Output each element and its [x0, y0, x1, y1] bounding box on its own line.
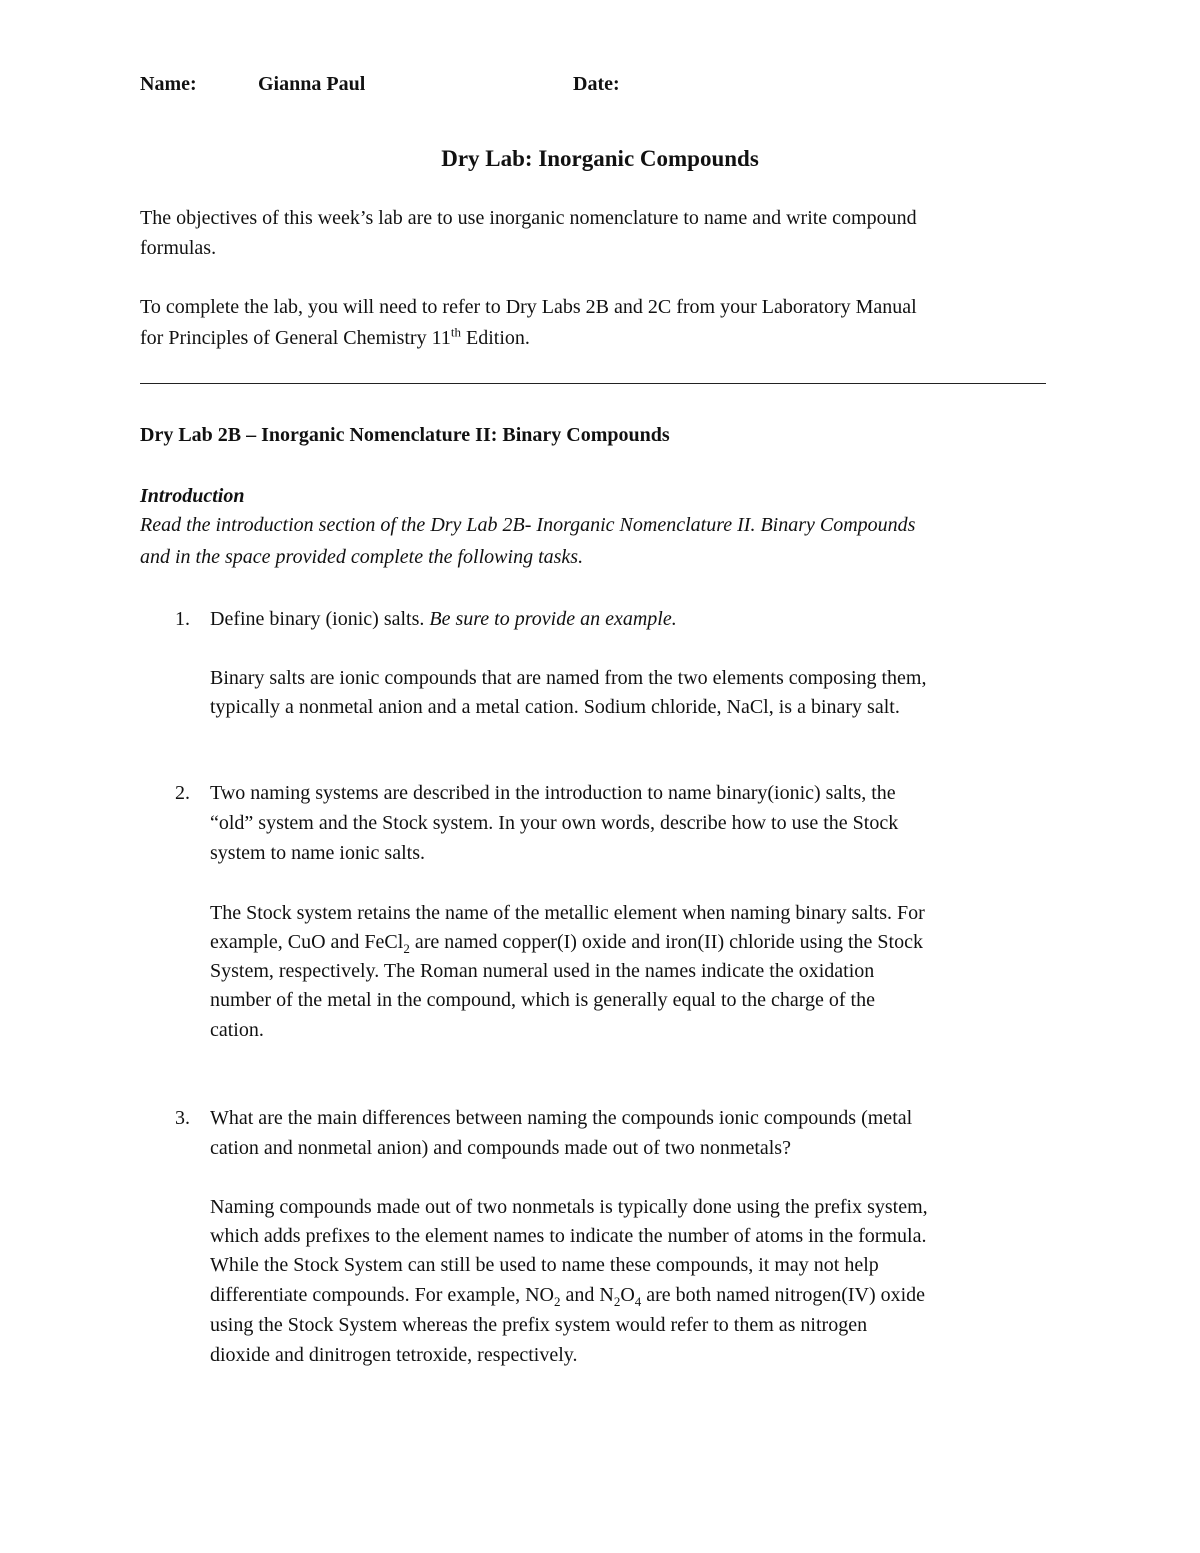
answer-3-line-4-b: and N	[560, 1284, 614, 1306]
answer-2-line-5: cation.	[210, 1019, 264, 1041]
answer-2-line-4: number of the metal in the compound, which is generally equal to the charge of the	[210, 989, 875, 1011]
complete-line-1: To complete the lab, you will need to refer to Dry Labs 2B and 2C from your Laboratory Manual	[140, 296, 917, 318]
question-1-prompt-text: Define binary (ionic) salts.	[210, 608, 430, 630]
answer-3-line-5: using the Stock System whereas the prefix system would refer to them as nitrogen	[210, 1314, 868, 1336]
answer-2-line-2-a: example, CuO and FeCl	[210, 931, 404, 953]
question-2-prompt-line-3: system to name ionic salts.	[210, 842, 425, 864]
name-label: Name:	[140, 73, 197, 95]
question-3-prompt-line-1: What are the main differences between naming the compounds ionic compounds (metal	[210, 1107, 913, 1129]
answer-3-line-4-d: are both named nitrogen(IV) oxide	[641, 1284, 926, 1306]
complete-line-2-pre: for Principles of General Chemistry 11	[140, 327, 451, 349]
answer-3-subscript-3: 4	[634, 1294, 642, 1309]
answer-2-line-2-b: are named copper(I) oxide and iron(II) chloride using the Stock	[409, 931, 923, 953]
answer-3-line-4-c: O	[620, 1284, 635, 1306]
answer-1-line-2: typically a nonmetal anion and a metal cation. Sodium chloride, NaCl, is a binary salt.	[210, 696, 900, 718]
answer-2-line-3: System, respectively. The Roman numeral used in the names indicate the oxidation	[210, 960, 875, 982]
objectives-line-2: formulas.	[140, 237, 217, 259]
complete-line-2	[140, 323, 530, 353]
introduction-label: Introduction	[140, 485, 245, 507]
section-heading: Dry Lab 2B – Inorganic Nomenclature II: Binary Compounds	[140, 424, 670, 446]
answer-3-line-4	[210, 1280, 925, 1310]
question-2-prompt-line-2: “old” system and the Stock system. In your own words, describe how to use the Stock	[210, 812, 899, 834]
objectives-line-1: The objectives of this week’s lab are to use inorganic nomenclature to name and write compound	[140, 207, 917, 229]
answer-3-line-1: Naming compounds made out of two nonmetals is typically done using the prefix system,	[210, 1196, 928, 1218]
question-3-prompt-line-2: cation and nonmetal anion) and compounds made out of two nonmetals?	[210, 1137, 791, 1159]
question-3-number: 3.	[175, 1107, 190, 1129]
answer-3-line-6: dioxide and dinitrogen tetroxide, respectively.	[210, 1344, 578, 1366]
edition-superscript: th	[450, 324, 461, 340]
name-value: Gianna Paul	[258, 73, 366, 95]
answer-1-line-1: Binary salts are ionic compounds that are named from the two elements composing them,	[210, 667, 927, 689]
date-label: Date:	[573, 73, 620, 95]
answer-3-subscript-1: 2	[553, 1294, 561, 1309]
horizontal-rule	[140, 383, 1046, 384]
question-1-number: 1.	[175, 608, 190, 630]
complete-line-2-post: Edition.	[460, 327, 530, 349]
question-1-prompt-italic: Be sure to provide an example.	[429, 608, 677, 630]
page-title: Dry Lab: Inorganic Compounds	[441, 146, 759, 171]
answer-2-line-2	[210, 927, 923, 957]
answer-2-line-1: The Stock system retains the name of the metallic element when naming binary salts. For	[210, 902, 925, 924]
question-1-prompt	[210, 604, 677, 634]
answer-3-subscript-2: 2	[613, 1294, 621, 1309]
answer-3-line-4-a: differentiate compounds. For example, NO	[210, 1284, 554, 1306]
answer-3-line-3: While the Stock System can still be used to name these compounds, it may not help	[210, 1254, 879, 1276]
answer-3-line-2: which adds prefixes to the element names to indicate the number of atoms in the formula.	[210, 1225, 927, 1247]
introduction-line-1: Read the introduction section of the Dry Lab 2B- Inorganic Nomenclature II. Binary Compounds	[140, 514, 916, 536]
question-2-number: 2.	[175, 782, 190, 804]
question-2-prompt-line-1: Two naming systems are described in the introduction to name binary(ionic) salts, the	[210, 782, 896, 804]
introduction-line-2: and in the space provided complete the following tasks.	[140, 546, 584, 568]
answer-2-subscript: 2	[403, 941, 410, 956]
